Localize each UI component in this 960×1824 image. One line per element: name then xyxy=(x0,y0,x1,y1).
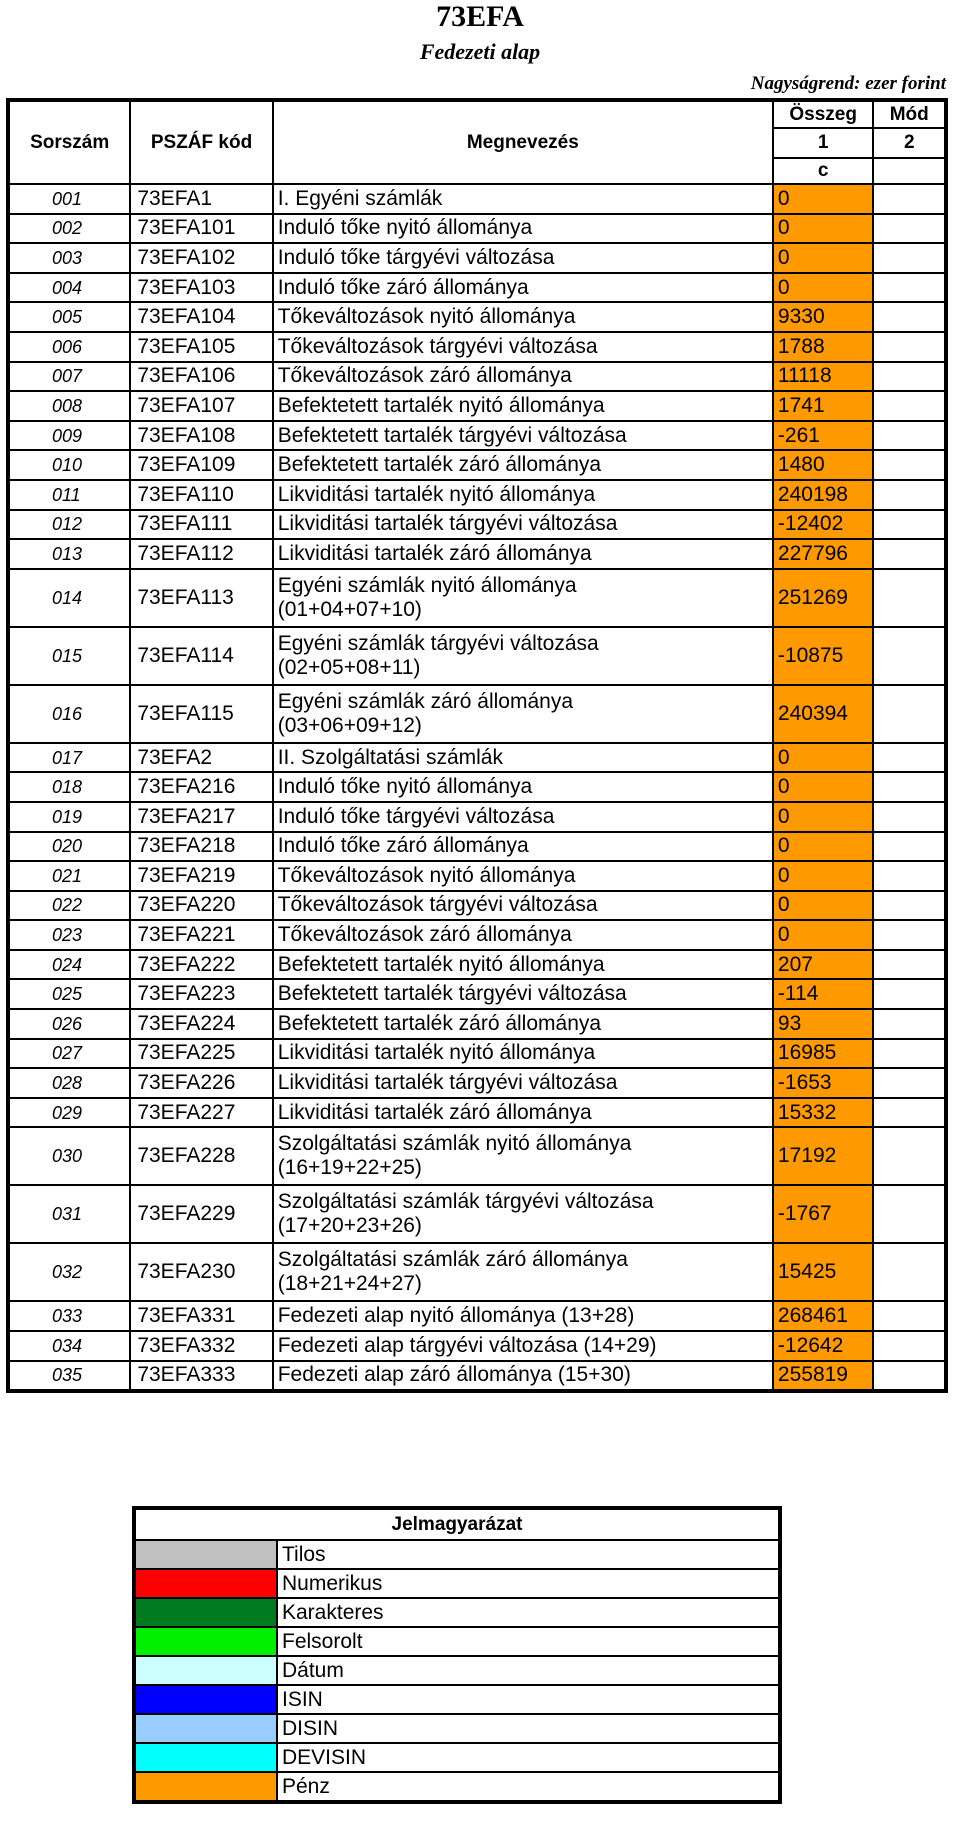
legend-label: Pénz xyxy=(277,1772,780,1802)
row-number: 008 xyxy=(8,391,130,421)
row-value: 240394 xyxy=(773,685,874,743)
row-mode xyxy=(873,214,946,244)
row-name-line: Szolgáltatási számlák tárgyévi változása xyxy=(277,1190,654,1214)
legend-label: DEVISIN xyxy=(277,1743,780,1772)
row-code: 73EFA229 xyxy=(130,1185,272,1243)
row-value: -12642 xyxy=(773,1331,874,1361)
row-name-line: Fedezeti alap tárgyévi változása (14+29) xyxy=(277,1333,657,1357)
row-number: 022 xyxy=(8,891,130,921)
row-name-line: Szolgáltatási számlák nyitó állománya xyxy=(277,1132,632,1156)
row-name xyxy=(273,569,773,627)
row-code: 73EFA105 xyxy=(130,332,272,362)
row-mode xyxy=(873,450,946,480)
col-header-no: Sorszám xyxy=(8,100,130,184)
legend-item xyxy=(134,1540,780,1569)
row-name xyxy=(273,450,773,480)
row-name xyxy=(273,362,773,392)
row-number: 025 xyxy=(8,979,130,1009)
table-row xyxy=(8,1301,946,1331)
row-code: 73EFA111 xyxy=(130,510,272,540)
row-name xyxy=(273,214,773,244)
col-num-sum: 1 xyxy=(773,128,874,158)
row-name-formula: (01+04+07+10) xyxy=(277,597,422,621)
row-number: 006 xyxy=(8,332,130,362)
table-row xyxy=(8,243,946,273)
col-header-mod: Mód xyxy=(873,100,946,128)
row-name-line: Tőkeváltozások záró állománya xyxy=(277,364,572,388)
row-code: 73EFA222 xyxy=(130,950,272,980)
row-name-formula: (17+20+23+26) xyxy=(277,1214,422,1238)
row-value: 268461 xyxy=(773,1301,874,1331)
legend-swatch xyxy=(134,1685,277,1714)
row-name-line: Fedezeti alap nyitó állománya (13+28) xyxy=(277,1304,635,1328)
row-mode xyxy=(873,332,946,362)
row-value: 0 xyxy=(773,832,874,862)
row-value: 251269 xyxy=(773,569,874,627)
row-value: 1480 xyxy=(773,450,874,480)
row-number: 031 xyxy=(8,1185,130,1243)
row-name xyxy=(273,480,773,510)
table-row xyxy=(8,1331,946,1361)
row-code: 73EFA115 xyxy=(130,685,272,743)
row-name xyxy=(273,1009,773,1039)
row-name-line: Tőkeváltozások tárgyévi változása xyxy=(277,893,598,917)
table-row xyxy=(8,480,946,510)
legend-item xyxy=(134,1772,780,1802)
row-mode xyxy=(873,302,946,332)
row-mode xyxy=(873,627,946,685)
row-code: 73EFA216 xyxy=(130,772,272,802)
col-num-mod: 2 xyxy=(873,128,946,158)
row-name-line: II. Szolgáltatási számlák xyxy=(277,745,503,769)
row-code: 73EFA219 xyxy=(130,861,272,891)
legend-item xyxy=(134,1598,780,1627)
row-value: 207 xyxy=(773,950,874,980)
row-name-line: Befektetett tartalék záró állománya xyxy=(277,1011,602,1035)
legend-item xyxy=(134,1656,780,1685)
table-row xyxy=(8,569,946,627)
row-code: 73EFA101 xyxy=(130,214,272,244)
page-subtitle: Fedezeti alap xyxy=(419,39,541,64)
row-name-line: Egyéni számlák tárgyévi változása xyxy=(277,631,599,655)
row-mode xyxy=(873,1243,946,1301)
row-number: 028 xyxy=(8,1068,130,1098)
row-number: 007 xyxy=(8,362,130,392)
row-name xyxy=(273,391,773,421)
row-name xyxy=(273,421,773,451)
legend-label: DISIN xyxy=(277,1714,780,1743)
legend-table xyxy=(132,1506,782,1804)
table-row xyxy=(8,539,946,569)
row-value: 0 xyxy=(773,802,874,832)
table-row xyxy=(8,421,946,451)
row-number: 013 xyxy=(8,539,130,569)
row-number: 004 xyxy=(8,273,130,303)
row-mode xyxy=(873,861,946,891)
table-row xyxy=(8,685,946,743)
table-row xyxy=(8,1098,946,1128)
row-name xyxy=(273,1098,773,1128)
legend-label: ISIN xyxy=(277,1685,780,1714)
row-number: 032 xyxy=(8,1243,130,1301)
row-number: 034 xyxy=(8,1331,130,1361)
row-mode xyxy=(873,802,946,832)
table-row xyxy=(8,772,946,802)
row-name-line: Befektetett tartalék nyitó állománya xyxy=(277,393,605,417)
legend-item xyxy=(134,1743,780,1772)
row-code: 73EFA218 xyxy=(130,832,272,862)
row-name-line: Tőkeváltozások tárgyévi változása xyxy=(277,334,598,358)
row-mode xyxy=(873,891,946,921)
row-mode xyxy=(873,362,946,392)
row-number: 016 xyxy=(8,685,130,743)
row-name-line: Likviditási tartalék záró állománya xyxy=(277,1100,592,1124)
row-code: 73EFA112 xyxy=(130,539,272,569)
page-title: 73EFA xyxy=(436,0,524,33)
row-name-line: Egyéni számlák nyitó állománya xyxy=(277,573,577,597)
table-row xyxy=(8,450,946,480)
table-row xyxy=(8,1361,946,1392)
legend-item xyxy=(134,1685,780,1714)
row-number: 033 xyxy=(8,1301,130,1331)
row-mode xyxy=(873,1331,946,1361)
row-value: 15425 xyxy=(773,1243,874,1301)
table-row xyxy=(8,273,946,303)
table-row xyxy=(8,1243,946,1301)
table-row xyxy=(8,362,946,392)
row-number: 024 xyxy=(8,950,130,980)
row-number: 009 xyxy=(8,421,130,451)
row-number: 030 xyxy=(8,1127,130,1185)
table-row xyxy=(8,891,946,921)
row-code: 73EFA114 xyxy=(130,627,272,685)
legend-swatch xyxy=(134,1540,277,1569)
row-number: 002 xyxy=(8,214,130,244)
legend-swatch xyxy=(134,1627,277,1656)
table-row xyxy=(8,920,946,950)
row-name-formula: (03+06+09+12) xyxy=(277,713,422,737)
table-row xyxy=(8,302,946,332)
row-mode xyxy=(873,539,946,569)
row-number: 035 xyxy=(8,1361,130,1392)
legend-item xyxy=(134,1714,780,1743)
row-name xyxy=(273,243,773,273)
row-code: 73EFA224 xyxy=(130,1009,272,1039)
row-mode xyxy=(873,1185,946,1243)
row-value: -10875 xyxy=(773,627,874,685)
row-name xyxy=(273,332,773,362)
row-value: -12402 xyxy=(773,510,874,540)
table-row xyxy=(8,743,946,773)
row-code: 73EFA220 xyxy=(130,891,272,921)
row-value: 0 xyxy=(773,214,874,244)
row-value: 0 xyxy=(773,861,874,891)
row-name-line: Befektetett tartalék tárgyévi változása xyxy=(277,423,627,447)
row-number: 005 xyxy=(8,302,130,332)
row-name xyxy=(273,920,773,950)
row-name xyxy=(273,743,773,773)
row-value: 93 xyxy=(773,1009,874,1039)
table-row xyxy=(8,627,946,685)
row-code: 73EFA333 xyxy=(130,1361,272,1392)
row-code: 73EFA2 xyxy=(130,743,272,773)
legend-label: Dátum xyxy=(277,1656,780,1685)
row-name xyxy=(273,861,773,891)
row-name-formula: (18+21+24+27) xyxy=(277,1272,422,1296)
row-name xyxy=(273,1331,773,1361)
row-name xyxy=(273,302,773,332)
legend-label: Karakteres xyxy=(277,1598,780,1627)
row-number: 020 xyxy=(8,832,130,862)
row-code: 73EFA106 xyxy=(130,362,272,392)
row-name xyxy=(273,1361,773,1392)
legend-swatch xyxy=(134,1714,277,1743)
row-name-line: Induló tőke tárgyévi változása xyxy=(277,245,555,269)
row-value: 1741 xyxy=(773,391,874,421)
row-name xyxy=(273,273,773,303)
row-value: 240198 xyxy=(773,480,874,510)
row-name xyxy=(273,685,773,743)
legend-label: Tilos xyxy=(277,1540,780,1569)
row-code: 73EFA331 xyxy=(130,1301,272,1331)
table-row xyxy=(8,184,946,214)
row-number: 029 xyxy=(8,1098,130,1128)
legend-item xyxy=(134,1569,780,1598)
row-value: -261 xyxy=(773,421,874,451)
table-row xyxy=(8,1127,946,1185)
row-name xyxy=(273,184,773,214)
row-name xyxy=(273,510,773,540)
row-code: 73EFA107 xyxy=(130,391,272,421)
row-code: 73EFA102 xyxy=(130,243,272,273)
row-value: 1788 xyxy=(773,332,874,362)
row-name-line: Egyéni számlák záró állománya xyxy=(277,689,574,713)
row-number: 012 xyxy=(8,510,130,540)
row-mode xyxy=(873,920,946,950)
row-value: 0 xyxy=(773,184,874,214)
row-value: 255819 xyxy=(773,1361,874,1392)
row-code: 73EFA113 xyxy=(130,569,272,627)
row-mode xyxy=(873,1009,946,1039)
row-mode xyxy=(873,421,946,451)
row-code: 73EFA217 xyxy=(130,802,272,832)
row-value: 15332 xyxy=(773,1098,874,1128)
row-code: 73EFA108 xyxy=(130,421,272,451)
row-value: 0 xyxy=(773,920,874,950)
row-number: 026 xyxy=(8,1009,130,1039)
row-value: 0 xyxy=(773,243,874,273)
row-name-line: Fedezeti alap záró állománya (15+30) xyxy=(277,1363,631,1387)
row-value: 0 xyxy=(773,273,874,303)
row-name xyxy=(273,1301,773,1331)
row-code: 73EFA228 xyxy=(130,1127,272,1185)
row-name-line: Likviditási tartalék tárgyévi változása xyxy=(277,1071,618,1095)
row-code: 73EFA1 xyxy=(130,184,272,214)
row-mode xyxy=(873,510,946,540)
row-code: 73EFA230 xyxy=(130,1243,272,1301)
table-row xyxy=(8,391,946,421)
row-number: 018 xyxy=(8,772,130,802)
row-name-line: Befektetett tartalék tárgyévi változása xyxy=(277,982,627,1006)
row-mode xyxy=(873,1068,946,1098)
row-name xyxy=(273,1068,773,1098)
row-number: 011 xyxy=(8,480,130,510)
row-name-line: Tőkeváltozások nyitó állománya xyxy=(277,863,576,887)
row-name xyxy=(273,772,773,802)
legend-label: Felsorolt xyxy=(277,1627,780,1656)
row-name xyxy=(273,1127,773,1185)
row-number: 014 xyxy=(8,569,130,627)
row-mode xyxy=(873,1361,946,1392)
row-value: 0 xyxy=(773,772,874,802)
row-number: 019 xyxy=(8,802,130,832)
table-row xyxy=(8,510,946,540)
row-mode xyxy=(873,243,946,273)
row-number: 021 xyxy=(8,861,130,891)
row-code: 73EFA225 xyxy=(130,1039,272,1069)
data-table xyxy=(6,98,948,1393)
row-code: 73EFA110 xyxy=(130,480,272,510)
row-name xyxy=(273,1243,773,1301)
row-value: -1767 xyxy=(773,1185,874,1243)
row-code: 73EFA332 xyxy=(130,1331,272,1361)
row-mode xyxy=(873,979,946,1009)
table-row xyxy=(8,979,946,1009)
row-name-line: Tőkeváltozások záró állománya xyxy=(277,923,572,947)
row-mode xyxy=(873,184,946,214)
row-name-line: Induló tőke tárgyévi változása xyxy=(277,804,555,828)
row-code: 73EFA109 xyxy=(130,450,272,480)
legend-item xyxy=(134,1627,780,1656)
row-value: 17192 xyxy=(773,1127,874,1185)
row-value: 0 xyxy=(773,743,874,773)
row-number: 010 xyxy=(8,450,130,480)
row-mode xyxy=(873,1127,946,1185)
table-row xyxy=(8,950,946,980)
row-mode xyxy=(873,950,946,980)
table-row xyxy=(8,214,946,244)
row-mode xyxy=(873,1039,946,1069)
row-name xyxy=(273,539,773,569)
row-name-line: Induló tőke záró állománya xyxy=(277,275,529,299)
row-mode xyxy=(873,569,946,627)
row-name xyxy=(273,950,773,980)
row-value: 11118 xyxy=(773,362,874,392)
row-number: 023 xyxy=(8,920,130,950)
row-mode xyxy=(873,743,946,773)
row-name-line: Befektetett tartalék záró állománya xyxy=(277,453,602,477)
row-value: 16985 xyxy=(773,1039,874,1069)
row-name-line: Likviditási tartalék nyitó állománya xyxy=(277,482,596,506)
table-row xyxy=(8,832,946,862)
row-code: 73EFA104 xyxy=(130,302,272,332)
table-row xyxy=(8,1185,946,1243)
table-row xyxy=(8,332,946,362)
row-mode xyxy=(873,273,946,303)
row-name xyxy=(273,1039,773,1069)
row-code: 73EFA103 xyxy=(130,273,272,303)
legend-swatch xyxy=(134,1743,277,1772)
row-name-line: Induló tőke nyitó állománya xyxy=(277,216,533,240)
row-value: 9330 xyxy=(773,302,874,332)
col-type-sum: c xyxy=(773,158,874,184)
row-code: 73EFA221 xyxy=(130,920,272,950)
row-name-line: Szolgáltatási számlák záró állománya xyxy=(277,1248,628,1272)
unit-note: Nagyságrend: ezer forint xyxy=(750,73,946,94)
row-name-line: Befektetett tartalék nyitó állománya xyxy=(277,952,605,976)
row-name-line: I. Egyéni számlák xyxy=(277,186,443,210)
legend-swatch xyxy=(134,1569,277,1598)
row-name xyxy=(273,802,773,832)
row-name-line: Induló tőke nyitó állománya xyxy=(277,775,533,799)
row-name-line: Likviditási tartalék nyitó állománya xyxy=(277,1041,596,1065)
row-name-formula: (16+19+22+25) xyxy=(277,1156,422,1180)
row-code: 73EFA223 xyxy=(130,979,272,1009)
row-value: -114 xyxy=(773,979,874,1009)
col-header-sum: Összeg xyxy=(773,100,874,128)
row-mode xyxy=(873,772,946,802)
row-code: 73EFA227 xyxy=(130,1098,272,1128)
col-header-name: Megnevezés xyxy=(273,100,773,184)
legend-label: Numerikus xyxy=(277,1569,780,1598)
row-mode xyxy=(873,391,946,421)
row-name-line: Tőkeváltozások nyitó állománya xyxy=(277,305,576,329)
row-mode xyxy=(873,685,946,743)
table-row xyxy=(8,861,946,891)
table-body xyxy=(8,184,946,1391)
row-name xyxy=(273,891,773,921)
row-mode xyxy=(873,1301,946,1331)
row-number: 003 xyxy=(8,243,130,273)
legend-swatch xyxy=(134,1772,277,1802)
row-mode xyxy=(873,1098,946,1128)
row-mode xyxy=(873,832,946,862)
legend-swatch xyxy=(134,1598,277,1627)
row-name xyxy=(273,832,773,862)
row-value: -1653 xyxy=(773,1068,874,1098)
legend-swatch xyxy=(134,1656,277,1685)
row-value: 0 xyxy=(773,891,874,921)
row-value: 227796 xyxy=(773,539,874,569)
table-row xyxy=(8,1068,946,1098)
row-code: 73EFA226 xyxy=(130,1068,272,1098)
row-mode xyxy=(873,480,946,510)
row-number: 017 xyxy=(8,743,130,773)
row-name-line: Likviditási tartalék tárgyévi változása xyxy=(277,512,618,536)
row-name-formula: (02+05+08+11) xyxy=(277,655,421,679)
row-name xyxy=(273,627,773,685)
row-name-line: Likviditási tartalék záró állománya xyxy=(277,541,592,565)
table-row xyxy=(8,1039,946,1069)
row-name xyxy=(273,979,773,1009)
table-row xyxy=(8,1009,946,1039)
row-number: 001 xyxy=(8,184,130,214)
legend-title: Jelmagyarázat xyxy=(134,1508,780,1540)
col-header-code: PSZÁF kód xyxy=(130,100,272,184)
row-name xyxy=(273,1185,773,1243)
row-name-line: Induló tőke záró állománya xyxy=(277,834,529,858)
row-number: 027 xyxy=(8,1039,130,1069)
table-row xyxy=(8,802,946,832)
row-number: 015 xyxy=(8,627,130,685)
